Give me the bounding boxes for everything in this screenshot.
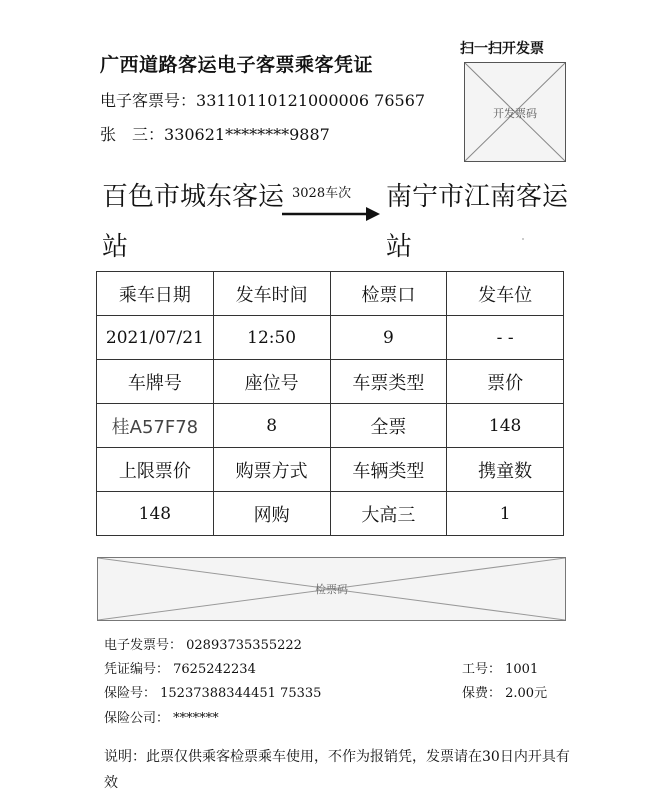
- table-cell: 全票: [330, 404, 447, 448]
- table-cell: 1: [447, 492, 564, 536]
- table-cell: 148: [447, 404, 564, 448]
- table-cell: 票价: [447, 360, 564, 404]
- insurance-fee: 保费： 2.00元: [462, 686, 548, 701]
- table-row: [97, 448, 564, 492]
- staff-number: 工号： 1001: [462, 662, 539, 677]
- table-cell: 桂A57F78: [97, 404, 214, 448]
- invoice-number: 电子发票号： 02893735355222: [104, 638, 302, 653]
- table-row: [97, 404, 564, 448]
- passenger-id: 330621********9887: [164, 125, 330, 144]
- table-cell: 车票类型: [330, 360, 447, 404]
- table-row: [97, 272, 564, 316]
- check-in-code[interactable]: [97, 557, 566, 621]
- table-cell: 车牌号: [97, 360, 214, 404]
- scan-invoice-label: 扫一扫开发票: [460, 41, 544, 57]
- qr-placeholder-text: 开发票码: [493, 107, 537, 120]
- table-row: [97, 492, 564, 536]
- invoice-qr-code[interactable]: [464, 62, 566, 162]
- check-code-placeholder-text: 检票码: [315, 583, 348, 596]
- table-cell: 车辆类型: [330, 448, 447, 492]
- table-cell: 携童数: [447, 448, 564, 492]
- ticket-number: [100, 88, 425, 111]
- table-cell: 148: [97, 492, 214, 536]
- passenger-info: [100, 122, 330, 145]
- passenger-name: 张 三：: [100, 125, 165, 144]
- insurance-company: 保险公司： *******: [104, 711, 219, 726]
- table-cell: 购票方式: [213, 448, 330, 492]
- table-cell: 12:50: [213, 316, 330, 360]
- ticket-note: 说明：此票仅供乘客检票乘车使用，不作为报销凭，发票请在30日内开具有效: [104, 749, 570, 791]
- table-cell: 2021/07/21: [97, 316, 214, 360]
- ticket-number-value: 33110110121000006 76567: [196, 91, 426, 110]
- table-cell: 发车位: [447, 272, 564, 316]
- ticket-number-label: 电子客票号：: [100, 91, 197, 110]
- table-cell: 乘车日期: [97, 272, 214, 316]
- table-row: [97, 316, 564, 360]
- table-row: [97, 360, 564, 404]
- voucher-number: 凭证编号： 7625242234: [104, 662, 256, 677]
- table-cell: 网购: [213, 492, 330, 536]
- table-cell: 上限票价: [97, 448, 214, 492]
- table-cell: 9: [330, 316, 447, 360]
- trip-number: 3028车次: [292, 186, 352, 201]
- table-cell: 座位号: [213, 360, 330, 404]
- table-cell: - -: [447, 316, 564, 360]
- arrival-station: 南宁市江南客运站: [386, 182, 569, 262]
- arrow-right-icon: [282, 200, 382, 230]
- page-title: 广西道路客运电子客票乘客凭证: [100, 54, 374, 76]
- table-cell: 检票口: [330, 272, 447, 316]
- insurance-number: 保险号： 15237388344451 75335: [104, 686, 322, 701]
- stray-dot: [522, 238, 524, 240]
- table-cell: 发车时间: [213, 272, 330, 316]
- departure-station: 百色市城东客运站: [102, 182, 285, 262]
- ticket-details-table: [96, 271, 564, 536]
- table-cell: 大高三: [330, 492, 447, 536]
- table-cell: 8: [213, 404, 330, 448]
